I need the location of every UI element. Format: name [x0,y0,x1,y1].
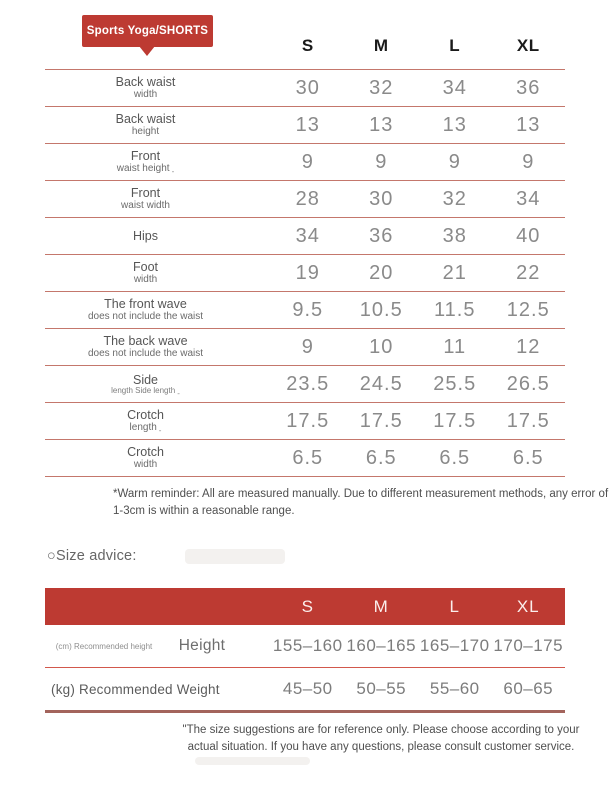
row-label: Crotch length - [127,408,164,436]
stray-dash: - [158,426,162,436]
cell-value: 36 [369,224,394,247]
recommended-height-row [45,625,565,668]
size-column-header-row [45,32,565,60]
recommended-weight-row [45,668,565,710]
cell-value: 10 [369,335,394,358]
size-advice-header-row [45,588,565,625]
cell-value: 32 [442,187,467,210]
cell-value: 10.5 [359,298,403,321]
cell-value: 13 [295,113,320,136]
cell-value: 17.5 [433,409,477,432]
cell-value: 24.5 [359,372,403,395]
row-crotch-length [45,403,565,440]
stray-dash: - [177,388,180,398]
row-foot-width [45,255,565,292]
stray-dash: - [171,167,175,177]
row-back-wave [45,329,565,366]
cell-value: 9 [301,335,314,358]
advice-header-s: S [301,596,314,616]
cell-value: 165–170 [419,636,490,655]
cell-value: 55–60 [429,679,480,698]
cell-value: 60–65 [503,679,554,698]
row-label: Front waist height - [116,149,175,177]
cell-value: 30 [369,187,394,210]
erased-text-smudge [195,757,310,765]
cell-value: 155–160 [272,636,343,655]
advice-header-xl: XL [516,596,540,616]
cell-value: 26.5 [506,372,550,395]
cell-value: 160–165 [346,636,417,655]
row-label: Foot width [132,260,158,286]
cell-value: 17.5 [506,409,550,432]
row-label: Front waist width [121,186,170,212]
cell-value: 9 [448,150,461,173]
cell-value: 20 [369,261,394,284]
row-label: Back waist width [115,75,176,101]
cell-value: 170–175 [493,636,564,655]
row-hips [45,218,565,255]
cell-value: 12.5 [506,298,550,321]
row-back-waist-width [45,70,565,107]
cell-value: 45–50 [282,679,333,698]
row-label: Side length Side length - [111,372,180,398]
cell-value: 25.5 [433,372,477,395]
cell-value: 9 [301,150,314,173]
row-label: (kg) Recommended Weight [51,681,220,697]
cell-value: 6.5 [512,446,544,469]
size-header-s: S [301,36,314,55]
row-front-wave [45,292,565,329]
cell-value: 6.5 [292,446,324,469]
cell-value: 19 [295,261,320,284]
size-advice-heading: ○Size advice: [47,548,137,564]
cell-value: 6.5 [439,446,471,469]
measurement-table [45,69,565,477]
cell-value: 9 [522,150,535,173]
cell-value: 13 [369,113,394,136]
row-crotch-width [45,440,565,477]
cell-value: 21 [442,261,467,284]
cell-value: 36 [516,76,541,99]
cell-value: 34 [516,187,541,210]
size-header-xl: XL [516,36,540,55]
size-advice-table [45,588,565,713]
advice-header-l: L [449,596,460,616]
cell-value: 11.5 [434,298,476,321]
cell-value: 9.5 [292,298,324,321]
cell-value: 6.5 [365,446,397,469]
row-label: (cm) Recommended height Height [55,637,226,654]
row-label: Crotch width [127,445,164,471]
badge-label: Sports Yoga/SHORTS [86,25,209,37]
size-header-m: M [373,36,389,55]
row-label: The front wave does not include the waist [87,297,204,323]
row-back-waist-height [45,107,565,144]
row-front-waist-width [45,181,565,218]
row-label: Hips [132,229,158,243]
cell-value: 40 [516,224,541,247]
row-side-length [45,366,565,403]
cell-value: 50–55 [356,679,407,698]
row-front-waist-height [45,144,565,181]
cell-value: 30 [295,76,320,99]
size-header-l: L [449,36,461,55]
erased-text-smudge [185,549,285,564]
cell-value: 11 [443,335,467,358]
cell-value: 13 [442,113,467,136]
cell-value: 17.5 [359,409,403,432]
warm-reminder-note: *Warm reminder: All are measured manually. Due to different measurement methods, any error of 1-3cm is within a reasonable range. [113,488,609,518]
cell-value: 34 [295,224,320,247]
size-advice-footnote: "The size suggestions are for reference only. Please choose according to your actual situation. If you have any questions, please consult customer service. [182,724,580,754]
cell-value: 28 [295,187,320,210]
cell-value: 12 [516,335,541,358]
cell-value: 34 [442,76,467,99]
advice-header-m: M [373,596,389,616]
row-label: The back wave does not include the waist [87,334,204,360]
cell-value: 23.5 [286,372,330,395]
cell-value: 17.5 [286,409,330,432]
cell-value: 38 [442,224,467,247]
cell-value: 32 [369,76,394,99]
circle-icon: ○ [47,548,56,564]
row-label: Back waist height [115,112,176,138]
bottom-divider-line [45,710,565,713]
cell-value: 22 [516,261,541,284]
cell-value: 13 [516,113,541,136]
cell-value: 9 [375,150,388,173]
